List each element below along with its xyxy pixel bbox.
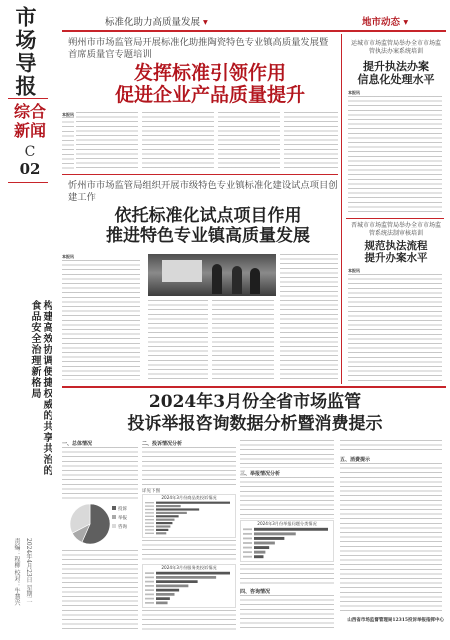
article1-body-col bbox=[142, 112, 214, 170]
big-story-rule bbox=[62, 386, 446, 388]
bar-category-label bbox=[243, 547, 252, 549]
section-name: 综合新闻 bbox=[13, 102, 46, 140]
pie-legend-label: 投诉 bbox=[118, 507, 127, 512]
chart-bar bbox=[156, 580, 198, 583]
header-kicker-right bbox=[362, 14, 442, 28]
bar-category-label bbox=[145, 533, 154, 534]
pie-legend-swatch bbox=[112, 515, 116, 519]
bar-category-label bbox=[145, 502, 154, 503]
right-story1-kicker: 运城市市场监管局举办全市市场监管执法办案系统培训 bbox=[350, 40, 441, 55]
bar-category-label bbox=[243, 542, 252, 544]
bar-category-label bbox=[145, 577, 154, 579]
article2-byline: 本报讯 bbox=[62, 254, 74, 259]
article2-body-col bbox=[280, 254, 338, 380]
chart-bar bbox=[156, 602, 168, 605]
newspaper-logo: 市场导报 bbox=[13, 6, 38, 98]
big-story-body bbox=[142, 540, 236, 562]
edition-letter: C bbox=[24, 144, 36, 160]
section-heading: 二、投诉情况分析 bbox=[142, 441, 183, 447]
bar-category-label bbox=[243, 551, 252, 553]
bar-category-label bbox=[145, 522, 154, 523]
article2-kicker: 忻州市市场监管局组织开展市级特色专业镇标准化建设试点项目创建工作 bbox=[68, 180, 338, 203]
photo-figure bbox=[212, 264, 222, 294]
bar-category-label bbox=[145, 602, 154, 604]
masthead-column bbox=[0, 0, 58, 640]
big-story-body bbox=[142, 447, 236, 487]
bar-category-label bbox=[145, 572, 154, 574]
article2-headline-line1: 依托标准化试点项目作用 bbox=[114, 206, 302, 226]
chart-bar bbox=[254, 551, 265, 554]
bar-category-label bbox=[243, 538, 252, 540]
stamp-text: 山西省市场监督管理局12315投诉举报指挥中心 bbox=[347, 618, 444, 623]
right-col-rule bbox=[346, 218, 444, 219]
bar-category-label bbox=[145, 516, 154, 517]
header-kicker-left bbox=[105, 14, 355, 28]
big-story-headline-line1: 2024年3月份全省市场监管 bbox=[148, 392, 362, 412]
chart-bar bbox=[156, 515, 179, 517]
big-story-body bbox=[240, 595, 334, 632]
pie-chart bbox=[66, 500, 136, 548]
header-rule bbox=[62, 30, 446, 32]
chart-bar bbox=[156, 585, 188, 588]
section-heading: 一、总体情况 bbox=[62, 441, 93, 447]
right-story2-headline-line1: 规范执法流程 bbox=[364, 240, 428, 252]
big-story-body bbox=[142, 610, 236, 632]
article2-headline-line2: 推进特色专业镇高质量发展 bbox=[106, 226, 310, 246]
chart-title: 2024年3月份商品类投诉情况 bbox=[161, 495, 217, 500]
bar-category-label bbox=[145, 589, 154, 591]
pie-legend-label: 举报 bbox=[118, 516, 127, 521]
chart-bar bbox=[156, 589, 179, 592]
bar-category-label bbox=[145, 594, 154, 596]
chart-bar bbox=[156, 597, 170, 600]
article1-body-col bbox=[62, 117, 74, 170]
photo-screen bbox=[162, 260, 202, 282]
header-kicker-text: 地市动态 bbox=[362, 17, 401, 28]
big-story-body bbox=[240, 440, 334, 468]
right-story2-kicker: 晋城市市场监管局举办全市市场监管系统法制审核培训 bbox=[350, 222, 441, 237]
bar-category-label bbox=[145, 519, 154, 520]
chart-bar bbox=[156, 525, 170, 527]
article1-body-col bbox=[284, 112, 338, 170]
bar-category-label bbox=[243, 528, 252, 530]
bar-chart bbox=[240, 520, 334, 562]
footer-line: 2024年4月23日 星期二 bbox=[25, 538, 32, 603]
bar-chart bbox=[142, 494, 236, 538]
page-number: 02 bbox=[19, 160, 41, 178]
article1-byline: 本报讯 bbox=[62, 112, 74, 117]
article2-body-col bbox=[212, 300, 274, 380]
chart-caption: 详见下图 bbox=[142, 489, 160, 494]
article1-headline-line1: 发挥标准引领作用 bbox=[133, 62, 286, 84]
right-story1-headline-line2: 信息化处理水平 bbox=[357, 73, 435, 86]
section-heading: 四、咨询情况 bbox=[240, 589, 271, 595]
bar-category-label bbox=[145, 529, 154, 530]
pie-legend-swatch bbox=[112, 506, 116, 510]
chart-bar bbox=[156, 522, 172, 524]
section-heading: 五、消费提示 bbox=[340, 457, 371, 463]
chart-bar bbox=[156, 505, 181, 507]
big-story-body bbox=[340, 463, 442, 615]
right-story2-byline: 本报讯 bbox=[348, 268, 360, 273]
bar-category-label bbox=[145, 505, 154, 506]
section-rule bbox=[62, 174, 338, 175]
chart-bar bbox=[254, 555, 263, 558]
bar-category-label bbox=[145, 585, 154, 587]
slogan: 构建高效协调便捷权威的共享共治的食品安全治理新格局 bbox=[29, 300, 52, 476]
article1-headline-line2: 促进企业产品质量提升 bbox=[114, 84, 305, 106]
chart-bar bbox=[156, 576, 216, 579]
chart-bar bbox=[254, 528, 328, 531]
chart-bar bbox=[156, 508, 199, 510]
big-story-body bbox=[62, 447, 138, 499]
chart-bar bbox=[156, 529, 168, 531]
big-story-body bbox=[240, 477, 334, 519]
bar-category-label bbox=[243, 556, 252, 558]
masthead-divider bbox=[8, 182, 48, 183]
photo-figure bbox=[250, 268, 260, 294]
article1-body-col bbox=[218, 112, 280, 170]
bar-category-label bbox=[145, 526, 154, 527]
article2-body-col bbox=[148, 300, 208, 380]
training-photo bbox=[148, 254, 276, 296]
right-story1-body bbox=[348, 96, 442, 214]
chart-bar bbox=[254, 546, 269, 549]
chart-title: 2024年3月份举报问题分类情况 bbox=[257, 521, 317, 526]
right-story2-headline-line2: 提升办案水平 bbox=[364, 252, 428, 264]
chevron-down-icon: ▾ bbox=[203, 17, 208, 28]
pie-legend-swatch bbox=[112, 524, 116, 528]
bar-chart bbox=[142, 564, 236, 608]
chart-bar bbox=[156, 593, 175, 596]
big-story-headline-line2: 投诉举报咨询数据分析暨消费提示 bbox=[127, 414, 383, 434]
chevron-down-icon: ▾ bbox=[403, 17, 409, 28]
chart-bar bbox=[156, 519, 175, 521]
right-story1-byline: 本报讯 bbox=[348, 90, 360, 95]
bar-category-label bbox=[145, 598, 154, 600]
big-story-body bbox=[240, 564, 334, 586]
big-story-body bbox=[62, 550, 138, 632]
chart-bar bbox=[254, 537, 284, 540]
bar-category-label bbox=[145, 581, 154, 583]
photo-figure bbox=[232, 266, 242, 294]
header-kicker-text: 标准化助力高质量发展 bbox=[105, 17, 201, 28]
bar-category-label bbox=[145, 512, 154, 513]
right-story2-body bbox=[348, 274, 442, 382]
right-story1-headline-line1: 提升执法办案 bbox=[363, 60, 429, 73]
footer-line: 责编：程柳 校对：牛慧兴 bbox=[13, 538, 20, 606]
chart-bar bbox=[254, 542, 275, 545]
article1-body-col bbox=[76, 112, 138, 170]
bar-category-label bbox=[145, 509, 154, 510]
section-heading: 三、举报情况分析 bbox=[240, 471, 281, 477]
chart-title: 2024年3月份服务类投诉情况 bbox=[161, 565, 217, 570]
pie-legend-label: 咨询 bbox=[118, 525, 127, 530]
big-story-body bbox=[340, 440, 442, 454]
chart-bar bbox=[156, 512, 187, 514]
column-rule bbox=[341, 34, 342, 384]
chart-bar bbox=[156, 532, 166, 534]
masthead-divider bbox=[8, 98, 48, 99]
article2-body-col bbox=[62, 260, 140, 380]
chart-bar bbox=[254, 532, 296, 535]
chart-bar bbox=[156, 502, 230, 504]
article1-kicker: 朔州市市场监管局开展标准化助推陶瓷特色专业镇高质量发展暨首席质量官专题培训 bbox=[68, 37, 329, 60]
bar-category-label bbox=[243, 533, 252, 535]
chart-bar bbox=[156, 572, 230, 575]
